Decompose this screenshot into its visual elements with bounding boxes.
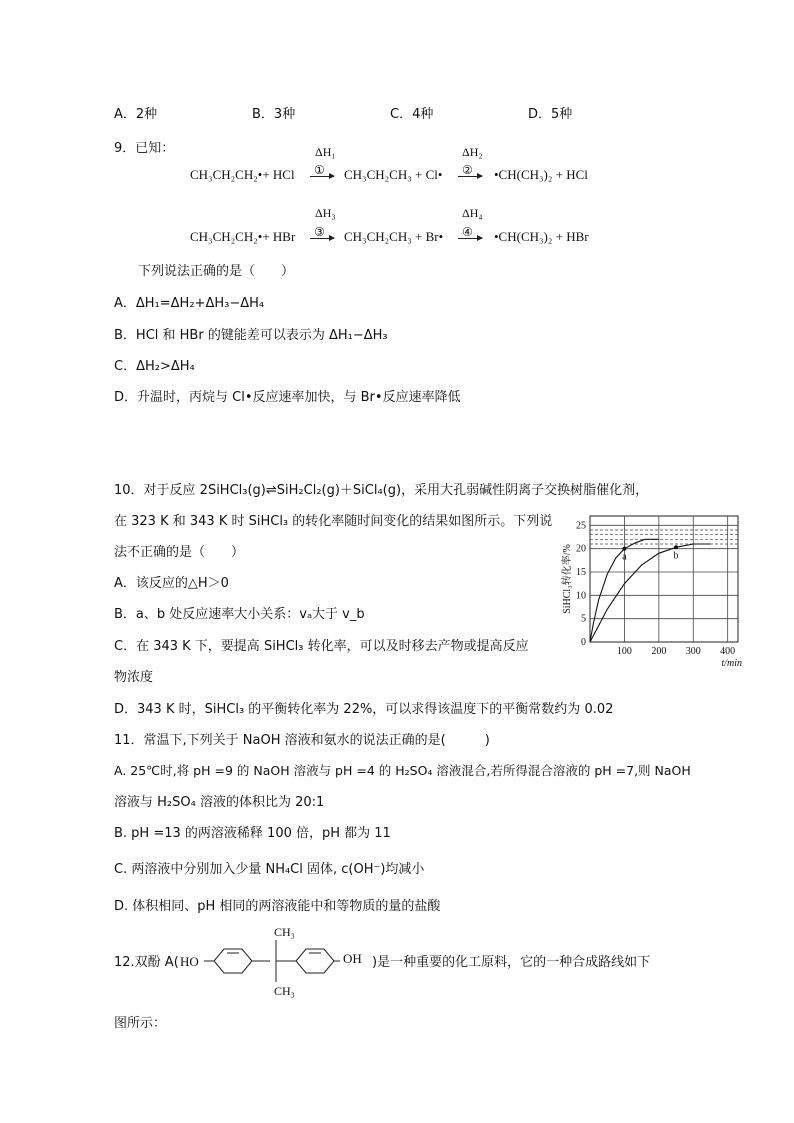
r2-mid: CH₃CH₂CH₃ + Br• [344,229,444,244]
x-tick-label-400: 400 [720,646,736,657]
q11-option-b: B. pH =13 的两溶液稀释 100 倍，pH 都为 11 [114,826,391,841]
y-tick-label-25: 25 [576,520,586,532]
r2-step-number-1: ③ [314,225,325,239]
r2-arrow-2 [458,238,482,239]
r2-arrow-1 [310,238,334,239]
r1-arrow-1 [310,176,334,177]
y-tick-label-20: 20 [576,543,586,555]
r1-right: •CH(CH₃)₂ + HCl [494,167,588,182]
r1-step-number-1: ① [314,163,325,177]
oh-group: OH [343,951,362,966]
dh3-label: ΔH₃ [315,206,336,220]
q12-line2: 图所示： [114,1016,167,1031]
point-label-b: b [673,550,679,562]
q9-option-c: C．ΔH₂>ΔH₄ [114,359,195,374]
r1-arrow-2 [458,176,482,177]
q11-option-a-line1: A. 25℃时,将 pH =9 的 NaOH 溶液与 pH =4 的 H₂SO₄ 溶液混合,若所得混合溶液的 pH =7,则 NaOH [114,763,691,778]
point-b [674,545,678,549]
q11-option-a-line2: 溶液与 H₂SO₄ 溶液的体积比为 20:1 [114,795,325,810]
r1-left: CH₃CH₂CH₂•+ HCl [190,167,295,182]
q10-option-c-line1: C．在 343 K 下，要提高 SiHCl₃ 转化率，可以及时移去产物或提高反应 [114,639,529,654]
x-tick-label-100: 100 [616,646,632,657]
dh1-label: ΔH₁ [315,145,336,159]
q8-option-c: C．4种 [390,107,434,122]
q11-option-c: C. 两溶液中分别加入少量 NH₄Cl 固体, c(OH⁻)均减小 [114,862,425,877]
y-tick-label-5: 5 [581,613,586,625]
r1-step-number-2: ② [462,163,473,177]
ch3-bottom: CH₃ [274,984,295,998]
q12-post: )是一种重要的化工原料，它的一种合成路线如下 [372,955,651,970]
q11-stem: 11．常温下,下列关于 NaOH 溶液和氨水的说法正确的是( ) [114,733,490,748]
q10-stem-line3: 法不正确的是（ ） [114,545,245,560]
q10-option-c-line2: 物浓度 [114,670,154,685]
r2-left: CH₃CH₂CH₂•+ HBr [190,229,296,244]
bisphenol-a-structure [178,920,354,1000]
q9-stem: 9．已知： [114,141,175,156]
r2-step-number-2: ④ [462,225,473,239]
q10-option-d: D．343 K 时，SiHCl₃ 的平衡转化率为 22%，可以求得该温度下的平衡常数约为 0.02 [114,702,614,717]
r1-mid: CH₃CH₂CH₃ + Cl• [344,167,443,182]
q9-option-b: B．HCl 和 HBr 的键能差可以表示为 ΔH₁−ΔH₃ [114,328,388,343]
point-a [622,547,626,551]
dh2-label: ΔH₂ [462,145,483,159]
q8-option-a: A．2种 [114,107,158,122]
y-tick-label-15: 15 [576,567,586,578]
y-tick-label-10: 10 [576,590,586,602]
point-label-a: a [622,551,627,563]
x-tick-label-300: 300 [685,646,701,657]
conversion-chart [560,508,744,672]
q9-option-d: D．升温时，丙烷与 Cl•反应速率加快，与 Br•反应速率降低 [114,390,461,405]
r2-right: •CH(CH₃)₂ + HBr [494,229,589,244]
q10-stem-line2: 在 323 K 和 343 K 时 SiHCl₃ 的转化率随时间变化的结果如图所示。下列说 [114,514,553,529]
ch3-top: CH₃ [274,925,295,939]
q8-option-b: B．3种 [252,107,296,122]
dh4-label: ΔH₄ [462,206,483,220]
q11-option-d: D. 体积相同、pH 相同的两溶液能中和等物质的量的盐酸 [114,899,441,914]
y-tick-label-0: 0 [581,637,586,648]
q12-pre: 12.双酚 A( [114,955,179,970]
q10-option-a: A．该反应的△H＞0 [114,576,229,591]
q10-stem-line1: 10．对于反应 2SiHCl₃(g)⇌SiH₂Cl₂(g)＋SiCl₄(g)，采用大孔弱碱性阴离子交换树脂催化剂， [114,483,649,498]
q9-ask: 下列说法正确的是（ ） [138,264,295,279]
q9-option-a: A．ΔH₁=ΔH₂+ΔH₃−ΔH₄ [114,296,265,311]
q10-option-b: B．a、b 处反应速率大小关系：vₐ大于 v_b [114,607,365,622]
y-axis-label: SiHCl₃转化率/% [562,544,573,614]
ho-group: HO [180,954,199,969]
q8-option-d: D．5种 [528,107,573,122]
x-axis-label: t/min [721,658,742,669]
series-curve-b [590,544,711,642]
x-tick-label-200: 200 [651,646,667,657]
